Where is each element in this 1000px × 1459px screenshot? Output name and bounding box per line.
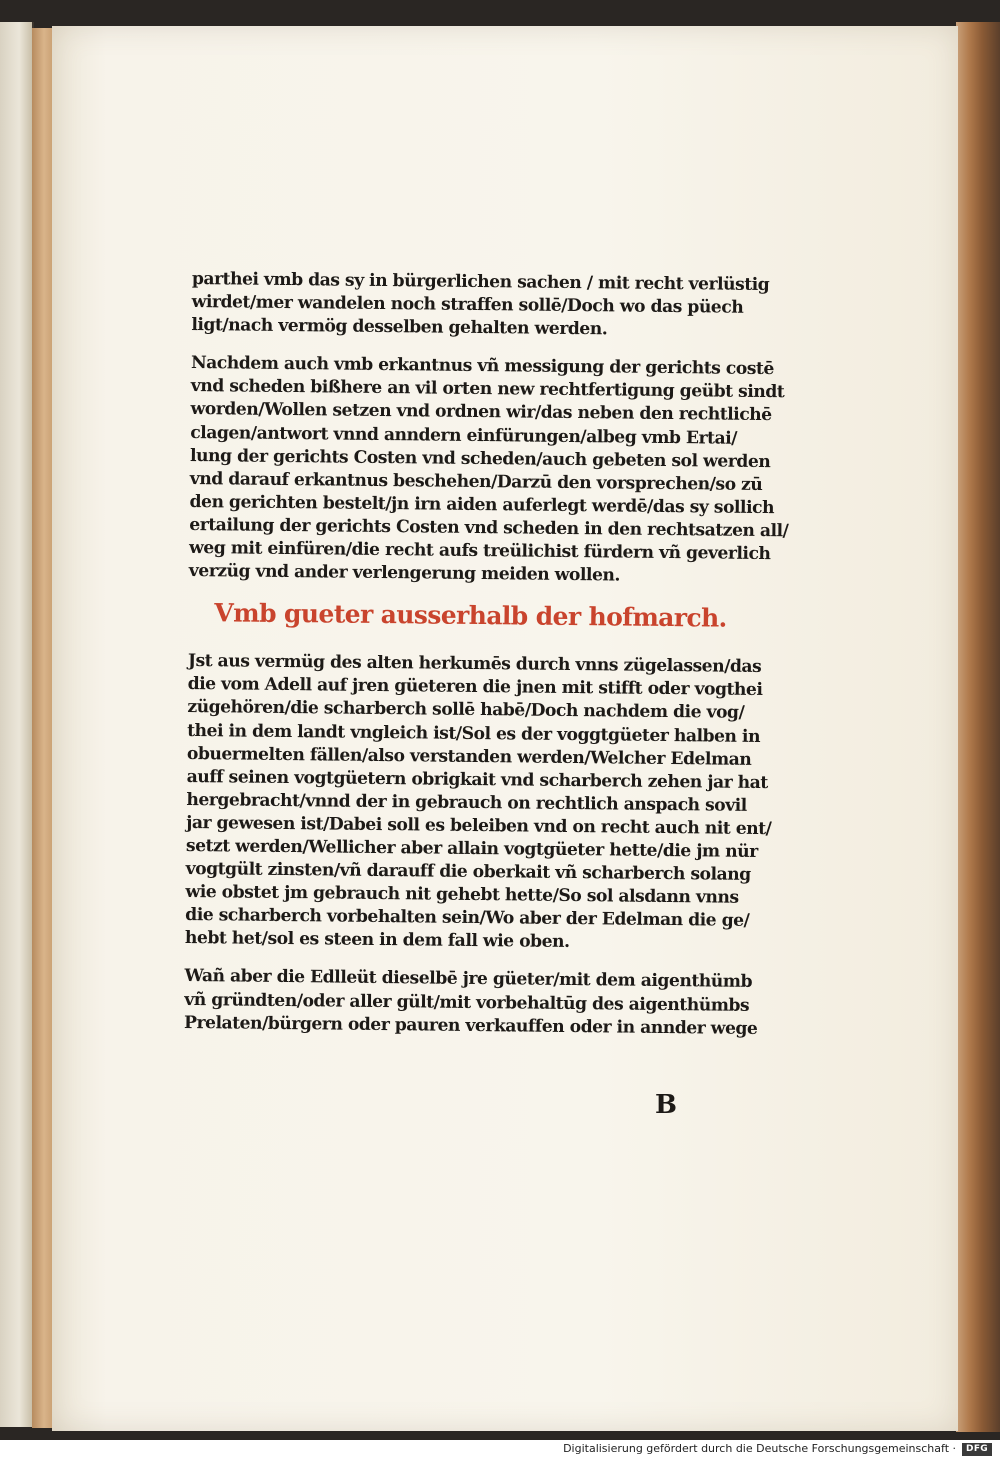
text-line: thei in dem landt vngleich ist/Sol es der voggtgüeter halben in xyxy=(187,720,761,747)
footer-bar xyxy=(0,1440,1000,1459)
text-line: Nachdem auch vmb erkantnus vñ messigung der gerichts costē xyxy=(190,353,774,380)
text-line: zügehören/die scharberch sollē habē/Doch nachdem die vog/ xyxy=(187,697,745,724)
paragraph-3 xyxy=(184,650,772,956)
text-line: lung der gerichts Costen vnd scheden/auch gebeten sol werden xyxy=(189,445,771,472)
text-line: vnd scheden bißhere an vil orten new rechtfertigung geübt sindt xyxy=(190,376,785,403)
paragraph-2 xyxy=(188,352,789,589)
text-line: parthei vmb das sy in bürgerlichen sachen / mit recht verlüstig xyxy=(191,268,770,296)
paragraph-1 xyxy=(191,268,770,343)
dfg-logo: DFG xyxy=(962,1443,992,1456)
text-line: Jst aus vermüg des alten herkumēs durch vnns zügelassen/das xyxy=(187,651,762,678)
text-line: vñ gründten/oder aller gült/mit vorbehaltūg des aigenthümbs xyxy=(184,989,750,1016)
text-line: Wañ aber die Edlleüt dieselbē jre güeter/mit dem aigenthümb xyxy=(184,966,753,993)
text-line: auff seinen vogtgüetern obrigkait vnd scharberch zehen jar hat xyxy=(186,766,768,793)
signature-mark: B xyxy=(655,1090,677,1120)
text-line: ertailung der gerichts Costen vnd scheden in den rechtsatzen all/ xyxy=(189,514,789,542)
previous-leaf-edge xyxy=(0,22,34,1427)
text-line: setzt werden/Wellicher aber allain vogtgüeter hette/die jm nür xyxy=(185,835,758,862)
text-line: wie obstet jm gebrauch nit gehebt hette/So sol alsdann vnns xyxy=(185,882,739,908)
text-line: obuermelten fällen/also verstanden werden/Welcher Edelman xyxy=(186,743,752,770)
funding-credit: Digitalisierung gefördert durch die Deutsche Forschungsgemeinschaft · xyxy=(563,1442,956,1455)
paragraph-4 xyxy=(183,965,758,1040)
text-line: worden/Wollen setzen vnd ordnen wir/das neben den rechtlichē xyxy=(190,399,772,426)
text-line: den gerichten bestelt/jn irn aiden auferlegt werdē/das sy sollich xyxy=(189,491,775,518)
text-line: ligt/nach vermög desselben gehalten werden. xyxy=(191,315,608,340)
text-line: die vom Adell auf jren güeteren die jnen mit stifft oder vogthei xyxy=(187,674,763,701)
text-line: weg mit einfüren/die recht aufs treülichist fürdern vñ geverlich xyxy=(188,538,771,565)
text-line: vogtgült zinsten/vñ darauff die oberkait vñ scharberch solang xyxy=(185,859,751,885)
text-line: Prelaten/bürgern oder pauren verkauffen oder in annder wege xyxy=(183,1012,758,1039)
text-line: die scharberch vorbehalten sein/Wo aber der Edelman die ge/ xyxy=(185,905,750,932)
section-heading: Vmb gueter ausserhalb der hofmarch. xyxy=(214,598,727,633)
text-line: vnd darauf erkantnus beschehen/Darzū den vorsprechen/so zū xyxy=(189,468,763,495)
text-line: hergebracht/vnnd der in gebrauch on rechtlich anspach sovil xyxy=(186,789,747,816)
page-text-block xyxy=(183,268,789,1055)
text-line: wirdet/mer wandelen noch straffen sollē/Doch wo das püech xyxy=(191,292,744,318)
book-cover-edge xyxy=(956,22,1000,1432)
text-line: verzüg vnd ander verlengerung meiden wollen. xyxy=(188,561,621,586)
text-line: hebt het/sol es steen in dem fall wie oben. xyxy=(184,928,570,953)
text-line: clagen/antwort vnnd anndern einfürungen/albeg vmb Ertai/ xyxy=(190,422,738,449)
text-line: jar gewesen ist/Dabei soll es beleiben vnd on recht auch nit ent/ xyxy=(186,812,772,839)
